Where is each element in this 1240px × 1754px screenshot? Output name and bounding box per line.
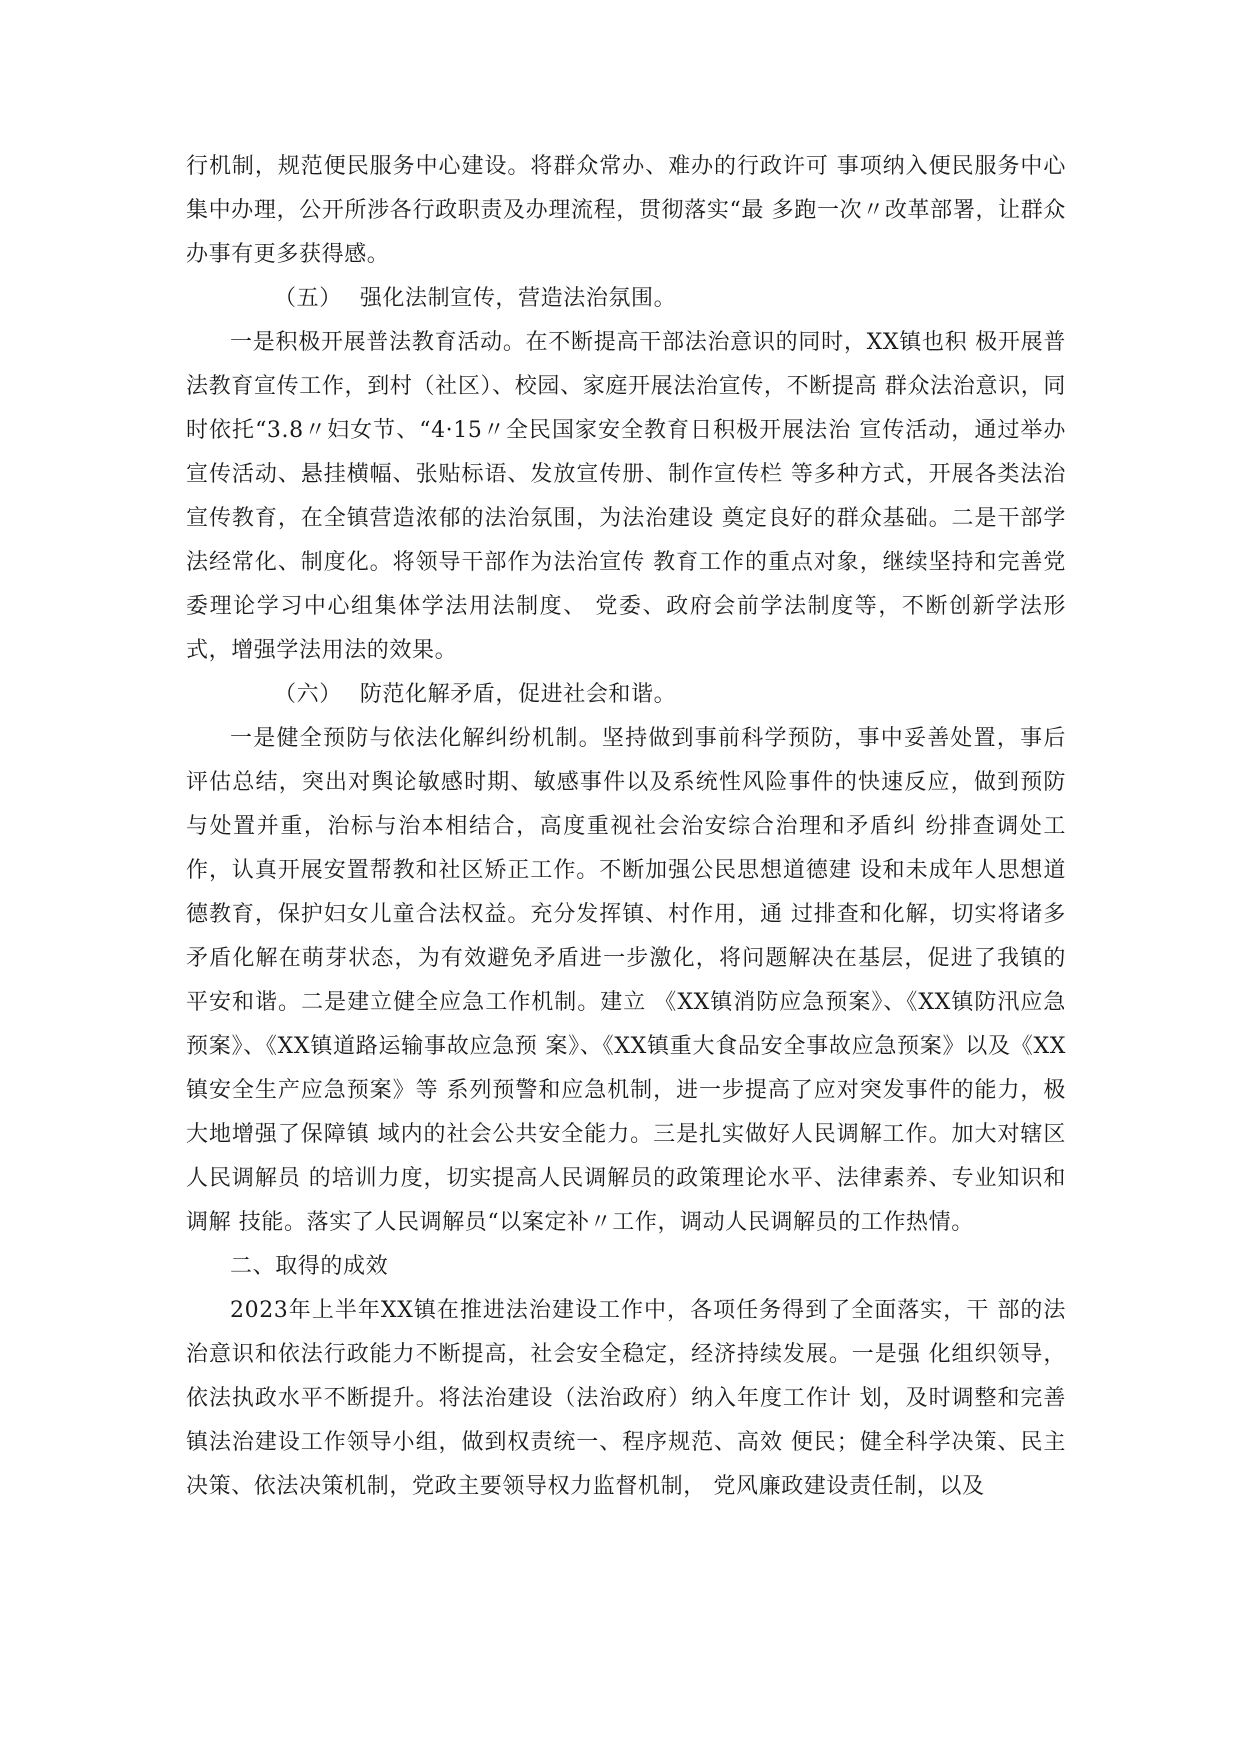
section-title-6: 防范化解矛盾，促进社会和谐。 (359, 682, 677, 707)
paragraph-achievements: 2023年上半年XX镇在推进法治建设工作中，各项任务得到了全面落实，干 部的法治意识和依法行政能力不断提高，社会安全稳定，经济持续发展。一是强 化组织领导，依法执政水平不断提升。将法治建设（法治政府）纳入年度工作计 划，及时调整和完善镇法治建设工作领导小组，做到权责统一、程序规范、高效 便民；健全科学决策、民主决策、依法决策机制，党政主要领导权力监督机制， 党风廉政建设责任制，以及 (186, 1298, 1066, 1499)
paragraph-continuation: 行机制，规范便民服务中心建设。将群众常办、难办的行政许可 事项纳入便民服务中心集中办理，公开所涉各行政职责及办理流程，贯彻落实“最 多跑一次〃改革部署，让群众办事有更多获得感。 (186, 154, 1066, 267)
section-heading-5 (186, 277, 1066, 321)
paragraph-legal-publicity: 一是积极开展普法教育活动。在不断提高干部法治意识的同时，XX镇也积 极开展普法教育宣传工作，到村（社区）、校园、家庭开展法治宣传，不断提高 群众法治意识，同时依托“3.8〃妇女节、“4·15〃全民国家安全教育日积极开展法治 宣传活动，通过举办宣传活动、悬挂横幅、张贴标语、发放宣传册、制作宣传栏 等多种方式，开展各类法治宣传教育，在全镇营造浓郁的法治氛围，为法治建设 奠定良好的群众基础。二是干部学法经常化、制度化。将领导干部作为法治宣传 教育工作的重点对象，继续坚持和完善党委理论学习中心组集体学法用法制度、 党委、政府会前学法制度等，不断创新学法形式，增强学法用法的效果。 (186, 330, 1066, 663)
section-number-5: （五） (274, 286, 342, 311)
document-body (186, 145, 1066, 1509)
section-heading-achievements: 二、取得的成效 (230, 1254, 389, 1279)
section-number-6: （六） (274, 682, 342, 707)
paragraph-dispute-resolution: 一是健全预防与依法化解纠纷机制。坚持做到事前科学预防，事中妥善处置，事后评估总结，突出对舆论敏感时期、敏感事件以及系统性风险事件的快速反应，做到预防与处置并重，治标与治本相结合，高度重视社会治安综合治理和矛盾纠 纷排查调处工作，认真开展安置帮教和社区矫正工作。不断加强公民思想道德建 设和未成年人思想道德教育，保护妇女儿童合法权益。充分发挥镇、村作用，通 过排查和化解，切实将诸多矛盾化解在萌芽状态，为有效避免矛盾进一步激化，将问题解决在基层，促进了我镇的平安和谐。二是建立健全应急工作机制。建立 《XX镇消防应急预案》、《XX镇防汛应急预案》、《XX镇道路运输事故应急预 案》、《XX镇重大食品安全事故应急预案》以及《XX镇安全生产应急预案》等 系列预警和应急机制，进一步提高了应对突发事件的能力，极大地增强了保障镇 域内的社会公共安全能力。三是扎实做好人民调解工作。加大对辖区人民调解员 的培训力度，切实提高人民调解员的政策理论水平、法律素养、专业知识和调解 技能。落实了人民调解员“以案定补〃工作，调动人民调解员的工作热情。 (186, 726, 1066, 1235)
section-title-5: 强化法制宣传，营造法治氛围。 (359, 286, 677, 311)
section-heading-6 (186, 673, 1066, 717)
